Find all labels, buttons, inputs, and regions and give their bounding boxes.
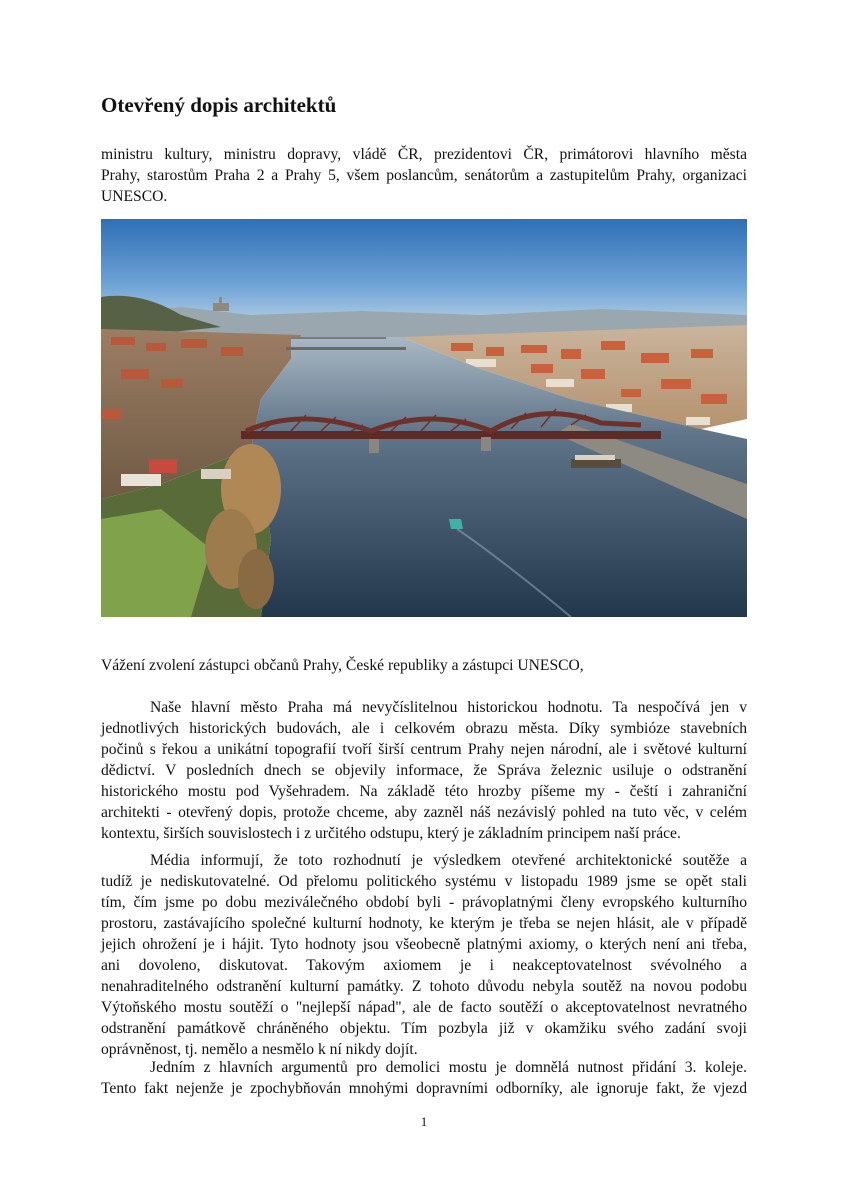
text-line: prostoru, zastávajícího společné kulturní hodnoty, ke kterým je třeba se nejen hlásit, ale v případě (101, 915, 747, 932)
paragraph-2 (101, 850, 747, 1060)
text-line: historického mostu pod Vyšehradem. Na základě této hrozby píšeme my - čeští i zahraniční (101, 783, 747, 800)
salutation: Vážení zvolení zástupci občanů Prahy, České republiky a zástupci UNESCO, (101, 657, 584, 674)
text-line: Jedním z hlavních argumentů pro demolici mostu je domnělá nutnost přidání 3. koleje. (150, 1059, 747, 1076)
text-line: tím, čím jsme po dobu meziválečného období byli - právoplatnými členy evropského kulturního (101, 894, 747, 911)
page-number: 1 (420, 1114, 428, 1129)
text-line: oprávněnost, tj. nemělo a nesmělo k ní nikdy dojít. (101, 1041, 418, 1058)
text-line: jejich ohrožení je i hájit. Tyto hodnoty jsou všeobecně platnými axiomy, o kterých není ani třeba, (101, 936, 747, 953)
text-line: Média informují, že toto rozhodnutí je výsledkem otevřené architektonické soutěže a (150, 852, 747, 869)
text-line: architekti - otevřený dopis, protože chceme, aby zazněl náš nezávislý pohled na tuto věc, v celém (101, 804, 747, 821)
prague-aerial-photo (101, 219, 747, 617)
text-line: UNESCO. (101, 188, 168, 205)
text-line: kontextu, širších souvislostech i z určitého odstupu, který je základním principem naší práce. (101, 825, 681, 842)
text-line: dědictví. V posledních dnech se objevily informace, že Správa železnic usiluje o odstranění (101, 762, 747, 779)
text-line: Naše hlavní město Praha má nevyčíslitelnou historickou hodnotu. Ta nespočívá jen v (150, 699, 747, 716)
text-line: ministru kultury, ministru dopravy, vládě ČR, prezidentovi ČR, primátorovi hlavního města (101, 146, 747, 163)
text-line: Tento fakt nejenže je zpochybňován mnohými dopravními odborníky, ale ignoruje fakt, že vjezd (101, 1080, 747, 1097)
addressees-paragraph (101, 144, 747, 207)
text-line: ani dovoleno, diskutovat. Takovým axiomem je i neakceptovatelnost svévolného a (101, 957, 747, 974)
text-line: nenahraditelného odstranění kulturní památky. Z tohoto důvodu nebyla soutěž na novou podobu (101, 978, 747, 995)
text-line: počinů s řekou a unikátní topografií tvoří širší centrum Prahy nejen národní, ale i světové kulturní (101, 741, 747, 758)
letter-title: Otevřený dopis architektů (101, 93, 337, 117)
text-line: tudíž je nediskutovatelné. Od přelomu politického systému v listopadu 1989 jsme se opět stali (101, 873, 747, 890)
text-line: Výtoňského mostu soutěží o "nejlepší nápad", ale de facto soutěží o akceptovatelnost nevratného (101, 999, 747, 1016)
text-line: odstranění památkově chráněného objektu. Tím pozbyla již v okamžiku svého zadání svoji (101, 1020, 747, 1037)
paragraph-3 (101, 1057, 747, 1099)
paragraph-1 (101, 697, 747, 844)
text-line: jednotlivých historických budovách, ale i celkovém obrazu města. Díky symbióze stavebních (101, 720, 747, 737)
text-line: Prahy, starostům Praha 2 a Prahy 5, všem poslancům, senátorům a zastupitelům Prahy, organizaci (101, 167, 747, 184)
